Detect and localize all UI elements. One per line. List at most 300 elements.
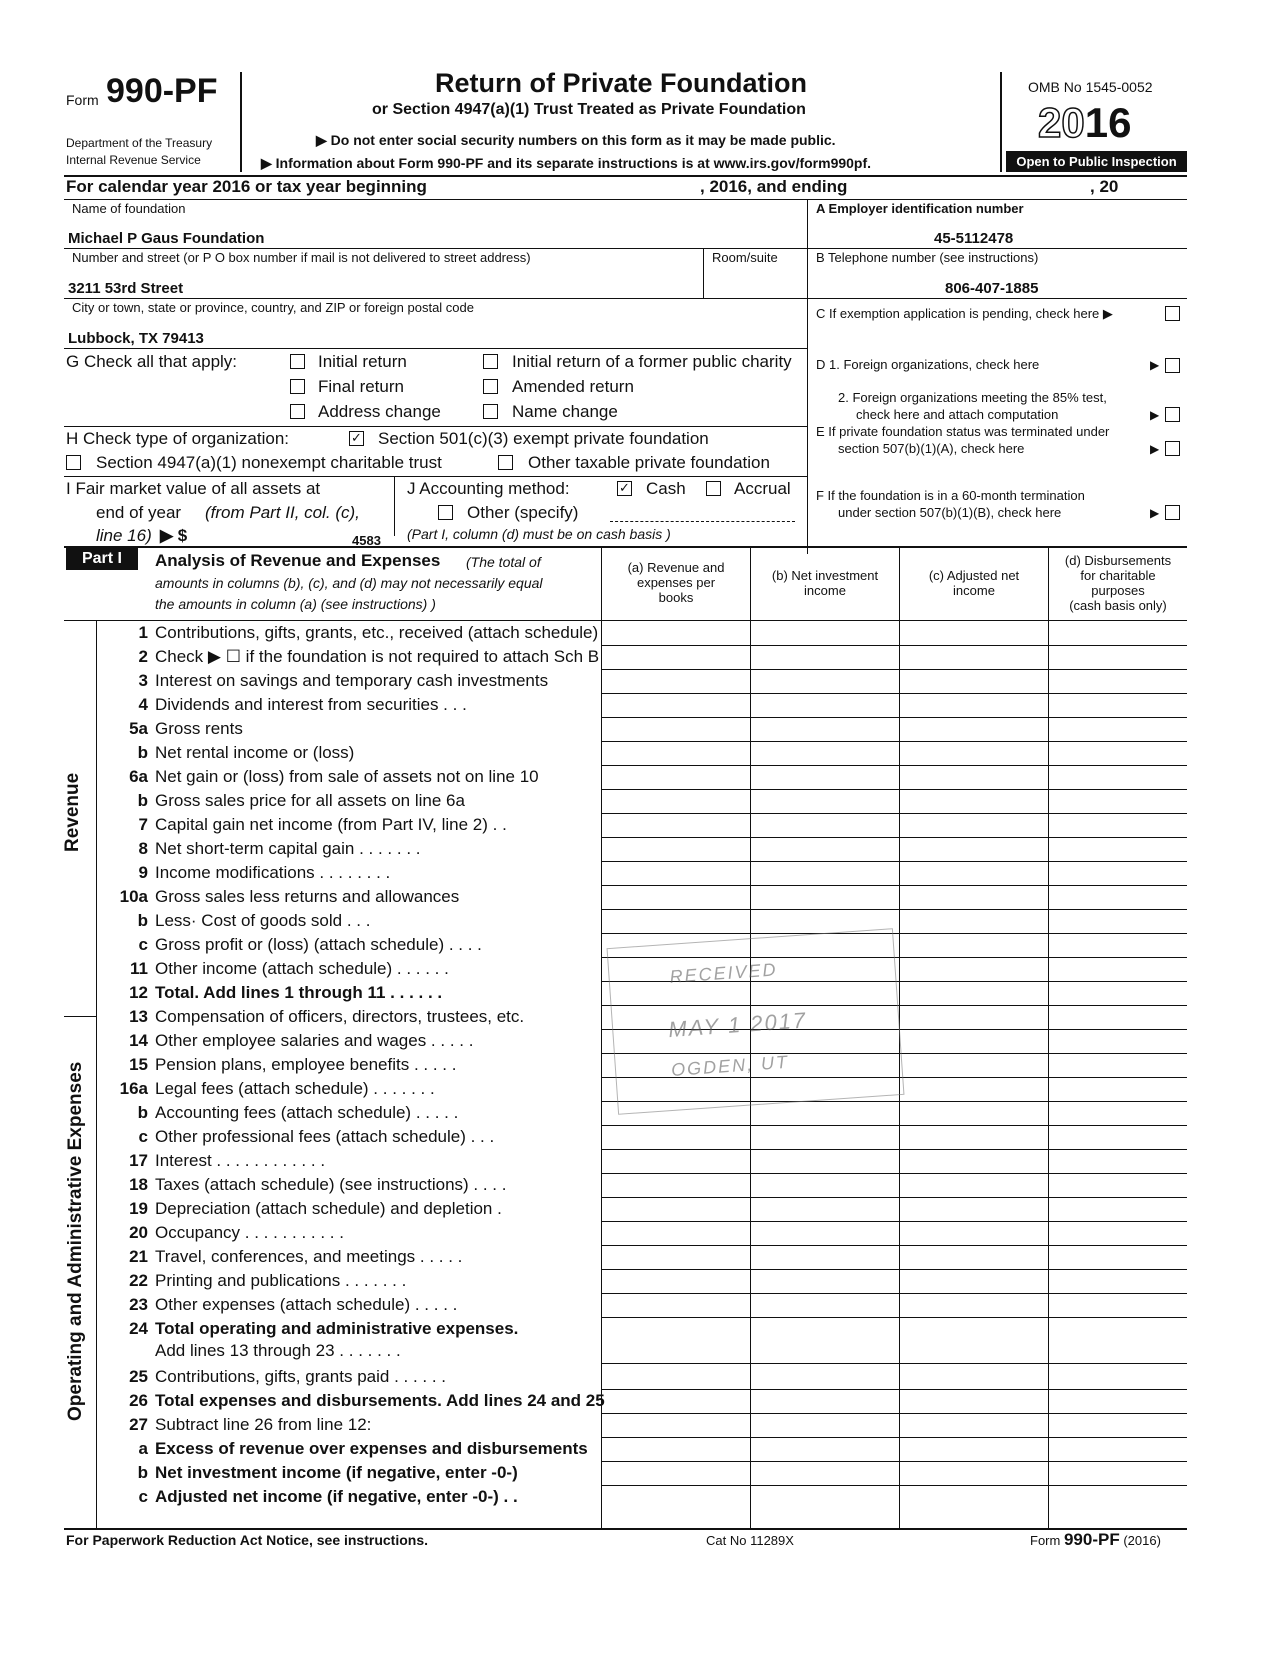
d1-arrow-icon: ▶: [1150, 358, 1160, 372]
e-label-line2: section 507(b)(1)(A), check here: [838, 441, 1025, 456]
line-description: Check ▶ ☐ if the foundation is not required to attach Sch B: [155, 647, 600, 666]
amount-cell-col-b[interactable]: [751, 694, 899, 717]
amount-cell-col-b[interactable]: [751, 766, 899, 789]
amended-return-label: Amended return: [512, 377, 634, 396]
amount-cell-col-a[interactable]: [602, 910, 750, 933]
line-description: Add lines 13 through 23 . . . . . . .: [155, 1341, 401, 1360]
i-label-line3b: ▶ $: [160, 526, 188, 545]
line-number: 8: [138, 839, 148, 858]
amount-cell-col-d[interactable]: [1049, 838, 1187, 861]
amount-cell-col-a[interactable]: [602, 1126, 750, 1149]
amount-cell-col-d[interactable]: [1049, 1414, 1187, 1437]
line-description: Total. Add lines 1 through 11 . . . . . .: [155, 983, 443, 1002]
amount-cell-col-c[interactable]: [900, 838, 1048, 861]
amount-cell-col-d[interactable]: [1049, 862, 1187, 885]
line-number: 25: [129, 1367, 148, 1386]
amount-cell-col-b[interactable]: [751, 1486, 899, 1509]
amount-cell-col-b[interactable]: [751, 1366, 899, 1389]
amount-cell-col-c[interactable]: [900, 1102, 1048, 1125]
line-item: [0, 1340, 1264, 1364]
line-item: [0, 1462, 1264, 1486]
initial-former-checkbox[interactable]: [483, 354, 498, 369]
i-label-line2b: (from Part II, col. (c),: [205, 503, 360, 522]
amount-cell-col-c[interactable]: [900, 910, 1048, 933]
amount-cell-col-b[interactable]: [751, 1222, 899, 1245]
tax-year: [1038, 99, 1131, 147]
d2-label-line2: check here and attach computation: [856, 407, 1059, 422]
phone-label: B Telephone number (see instructions): [816, 250, 1039, 265]
amount-cell-col-c[interactable]: [900, 670, 1048, 693]
calendar-year-label: For calendar year 2016 or tax year beginning: [66, 177, 427, 196]
g-check-label: G Check all that apply:: [66, 352, 238, 371]
part1-desc3: the amounts in column (a) (see instructions) ): [155, 596, 436, 612]
amount-cell-col-a[interactable]: [602, 1174, 750, 1197]
initial-return-checkbox[interactable]: [290, 354, 305, 369]
amount-cell-col-a[interactable]: [602, 1198, 750, 1221]
line-number: b: [137, 791, 148, 810]
amount-cell-col-a[interactable]: [602, 1438, 750, 1461]
amount-cell-col-a[interactable]: [602, 742, 750, 765]
line-number: b: [137, 1463, 148, 1482]
foundation-name-label: Name of foundation: [72, 201, 186, 216]
amount-cell-col-c[interactable]: [900, 1030, 1048, 1053]
line-number: c: [138, 935, 148, 954]
amount-cell-col-d[interactable]: [1049, 1438, 1187, 1461]
line-item: [0, 1198, 1264, 1222]
col-b-header-line1: (b) Net investment: [771, 568, 879, 583]
amount-cell-col-c[interactable]: [900, 1150, 1048, 1173]
amount-cell-col-b[interactable]: [751, 1390, 899, 1413]
line-description: Occupancy . . . . . . . . . . .: [155, 1223, 344, 1242]
amount-cell-col-b[interactable]: [751, 1102, 899, 1125]
line-description: Taxes (attach schedule) (see instructions) . . . .: [155, 1175, 507, 1194]
line-description: Contributions, gifts, grants paid . . . . . .: [155, 1367, 447, 1386]
fair-market-value: 4583: [352, 533, 381, 548]
amount-cell-col-b[interactable]: [751, 790, 899, 813]
amount-cell-col-d[interactable]: [1049, 1340, 1187, 1363]
received-stamp: [607, 928, 905, 1115]
line-description: Total expenses and disbursements. Add lines 24 and 25: [155, 1391, 605, 1410]
side-label-expenses-text: Operating and Administrative Expenses: [65, 1061, 86, 1421]
line-number: 12: [129, 983, 148, 1002]
amended-return-checkbox[interactable]: [483, 379, 498, 394]
amount-cell-col-d[interactable]: [1049, 934, 1187, 957]
line-item: [0, 814, 1264, 838]
line-number: 16a: [119, 1079, 148, 1098]
amount-cell-col-b[interactable]: [751, 1174, 899, 1197]
amount-cell-col-d[interactable]: [1049, 1126, 1187, 1149]
amount-cell-col-a[interactable]: [602, 1150, 750, 1173]
line-number: b: [137, 743, 148, 762]
address-change-label: Address change: [318, 402, 441, 421]
footer-form-year: (2016): [1123, 1533, 1161, 1548]
amount-cell-col-d[interactable]: [1049, 1198, 1187, 1221]
line-description: Other income (attach schedule) . . . . . .: [155, 959, 449, 978]
amount-cell-col-b[interactable]: [751, 814, 899, 837]
e-arrow-icon: ▶: [1150, 442, 1160, 456]
name-change-checkbox[interactable]: [483, 404, 498, 419]
amount-cell-col-b[interactable]: [751, 718, 899, 741]
amount-cell-col-c[interactable]: [900, 1294, 1048, 1317]
d2-checkbox[interactable]: [1165, 407, 1180, 422]
amount-cell-col-c[interactable]: [900, 934, 1048, 957]
amount-cell-col-a[interactable]: [602, 670, 750, 693]
other-taxable-checkbox[interactable]: [498, 455, 513, 470]
amount-cell-col-d[interactable]: [1049, 1006, 1187, 1029]
amount-cell-col-a[interactable]: [602, 814, 750, 837]
line-description: Excess of revenue over expenses and disbursements: [155, 1439, 588, 1458]
d1-label: D 1. Foreign organizations, check here: [816, 357, 1040, 372]
line-number: 1: [138, 623, 148, 642]
stamp-text-line3: OGDEN, UT: [670, 1051, 790, 1080]
line-item: [0, 862, 1264, 886]
amount-cell-col-d[interactable]: [1049, 1462, 1187, 1485]
line-item: [0, 1390, 1264, 1414]
line-item: [0, 1222, 1264, 1246]
amount-cell-col-a[interactable]: [602, 766, 750, 789]
col-d-header-line1: (d) Disbursements: [1064, 553, 1172, 568]
col-d-header-line3: purposes: [1091, 583, 1145, 598]
line-item: [0, 766, 1264, 790]
exemption-pending-label: C If exemption application is pending, check here ▶: [816, 306, 1113, 321]
amount-cell-col-d[interactable]: [1049, 1270, 1187, 1293]
open-public-label: Open to Public Inspection: [1016, 154, 1177, 169]
amount-cell-col-a[interactable]: [602, 1270, 750, 1293]
amount-cell-col-d[interactable]: [1049, 718, 1187, 741]
part1-desc2: amounts in columns (b), (c), and (d) may not necessarily equal: [155, 575, 543, 591]
line-number: 17: [129, 1151, 148, 1170]
amount-cell-col-d[interactable]: [1049, 742, 1187, 765]
f-arrow-icon: ▶: [1150, 506, 1160, 520]
c3-check-mark-icon: ✓: [351, 430, 362, 445]
amount-cell-col-d[interactable]: [1049, 694, 1187, 717]
line-description: Adjusted net income (if negative, enter -0-) . .: [155, 1487, 518, 1506]
other-method-label: Other (specify): [467, 503, 579, 522]
line-number: c: [138, 1127, 148, 1146]
line-number: 23: [129, 1295, 148, 1314]
line-number: 11: [130, 959, 148, 978]
part1-desc1: (The total of: [466, 554, 541, 570]
amount-cell-col-a[interactable]: [602, 1294, 750, 1317]
line-number: 5a: [129, 719, 148, 738]
initial-former-label: Initial return of a former public charity: [512, 352, 792, 371]
s4947-checkbox[interactable]: [66, 455, 81, 470]
amount-cell-col-b[interactable]: [751, 838, 899, 861]
cash-checkbox[interactable]: [617, 481, 632, 496]
stamp-text-line2: MAY 1 2017: [667, 1007, 808, 1043]
amount-cell-col-b[interactable]: [751, 1318, 899, 1341]
line-description: Accounting fees (attach schedule) . . . . .: [155, 1103, 459, 1122]
amount-cell-col-d[interactable]: [1049, 1390, 1187, 1413]
calendar-year-end: , 20: [1090, 177, 1119, 196]
line-item: [0, 1318, 1264, 1342]
form-subtitle: or Section 4947(a)(1) Trust Treated as Private Foundation: [372, 101, 806, 118]
line-description: Legal fees (attach schedule) . . . . . . .: [155, 1079, 435, 1098]
amount-cell-col-c[interactable]: [900, 1438, 1048, 1461]
amount-cell-col-d[interactable]: [1049, 1054, 1187, 1077]
amount-cell-col-d[interactable]: [1049, 622, 1187, 645]
line-description: Interest on savings and temporary cash investments: [155, 671, 549, 690]
amount-cell-col-a[interactable]: [602, 694, 750, 717]
line-item: [0, 1246, 1264, 1270]
phone-value: 806-407-1885: [945, 280, 1039, 297]
cash-check-mark-icon: ✓: [619, 480, 630, 495]
j-label: J Accounting method:: [407, 479, 570, 498]
footer-form-number: 990-PF: [1063, 1530, 1120, 1549]
amount-cell-col-b[interactable]: [751, 1462, 899, 1485]
amount-cell-col-a[interactable]: [602, 1366, 750, 1389]
line-item: [0, 1366, 1264, 1390]
e-checkbox[interactable]: [1165, 441, 1180, 456]
amount-cell-col-c[interactable]: [900, 1054, 1048, 1077]
line-description: Dividends and interest from securities . . .: [155, 695, 467, 714]
line-item: [0, 1486, 1264, 1510]
amount-cell-col-c[interactable]: [900, 982, 1048, 1005]
amount-cell-col-a[interactable]: [602, 646, 750, 669]
room-suite-label: Room/suite: [712, 250, 778, 265]
amount-cell-col-d[interactable]: [1049, 646, 1187, 669]
j-note: (Part I, column (d) must be on cash basis ): [407, 526, 671, 542]
amount-cell-col-d[interactable]: [1049, 670, 1187, 693]
line-description: Subtract line 26 from line 12:: [155, 1415, 372, 1434]
address-change-checkbox[interactable]: [290, 404, 305, 419]
amount-cell-col-b[interactable]: [751, 1150, 899, 1173]
calendar-year-mid: , 2016, and ending: [700, 177, 848, 196]
amount-cell-col-c[interactable]: [900, 1390, 1048, 1413]
line-description: Other expenses (attach schedule) . . . . .: [155, 1295, 458, 1314]
line-item: [0, 1126, 1264, 1150]
amount-cell-col-b[interactable]: [751, 1126, 899, 1149]
amount-cell-col-c[interactable]: [900, 1222, 1048, 1245]
amount-cell-col-b[interactable]: [751, 1270, 899, 1293]
line-description: Total operating and administrative expenses.: [155, 1319, 519, 1338]
amount-cell-col-b[interactable]: [751, 1438, 899, 1461]
col-a-header-line1: (a) Revenue and: [627, 560, 725, 575]
line-item: [0, 1174, 1264, 1198]
footer-cat-number: Cat No 11289X: [706, 1533, 794, 1548]
col-d-header-line2: for charitable: [1080, 568, 1156, 583]
amount-cell-col-c[interactable]: [900, 694, 1048, 717]
line-item: [0, 718, 1264, 742]
amount-cell-col-a[interactable]: [602, 1414, 750, 1437]
amount-cell-col-b[interactable]: [751, 622, 899, 645]
amount-cell-col-c[interactable]: [900, 1366, 1048, 1389]
line-number: 21: [129, 1247, 148, 1266]
line-description: Gross sales less returns and allowances: [155, 887, 460, 906]
amount-cell-col-b[interactable]: [751, 742, 899, 765]
amount-cell-col-c[interactable]: [900, 1340, 1048, 1363]
amount-cell-col-d[interactable]: [1049, 766, 1187, 789]
info-notice: ▶ Information about Form 990-PF and its separate instructions is at www.irs.gov/form990pf.: [261, 155, 872, 171]
exemption-pending-checkbox[interactable]: [1165, 306, 1180, 321]
amount-cell-col-a[interactable]: [602, 1222, 750, 1245]
line-number: 24: [129, 1319, 148, 1338]
amount-cell-col-b[interactable]: [751, 1246, 899, 1269]
amount-cell-col-a[interactable]: [602, 886, 750, 909]
street-label: Number and street (or P O box number if mail is not delivered to street address): [72, 250, 531, 265]
line-description: Less· Cost of goods sold . . .: [155, 911, 371, 930]
amount-cell-col-d[interactable]: [1049, 1318, 1187, 1341]
amount-cell-col-a[interactable]: [602, 1246, 750, 1269]
line-description: Gross rents: [155, 719, 243, 738]
col-c-header-line2: income: [953, 583, 995, 598]
i-label-line3a: line 16): [96, 526, 152, 545]
amount-cell-col-d[interactable]: [1049, 1366, 1187, 1389]
form-word: Form: [66, 92, 99, 108]
accrual-label: Accrual: [734, 479, 791, 498]
line-number: 4: [138, 695, 148, 714]
amount-cell-col-c[interactable]: [900, 1198, 1048, 1221]
amount-cell-col-a[interactable]: [602, 718, 750, 741]
cash-label: Cash: [646, 479, 686, 498]
accrual-checkbox[interactable]: [706, 481, 721, 496]
amount-cell-col-a[interactable]: [602, 1462, 750, 1485]
line-item: [0, 1414, 1264, 1438]
amount-cell-col-d[interactable]: [1049, 1102, 1187, 1125]
amount-cell-col-d[interactable]: [1049, 958, 1187, 981]
e-label-line1: E If private foundation status was terminated under: [816, 424, 1110, 439]
line-description: Compensation of officers, directors, trustees, etc.: [155, 1007, 525, 1026]
final-return-checkbox[interactable]: [290, 379, 305, 394]
line-description: Pension plans, employee benefits . . . . .: [155, 1055, 457, 1074]
amount-cell-col-c[interactable]: [900, 1414, 1048, 1437]
i-label-line1: I Fair market value of all assets at: [66, 479, 321, 498]
line-number: 10a: [119, 887, 148, 906]
amount-cell-col-d[interactable]: [1049, 1150, 1187, 1173]
footer-form-id: [1030, 1530, 1161, 1550]
line-description: Gross sales price for all assets on line 6a: [155, 791, 465, 810]
line-number: 13: [129, 1007, 148, 1026]
line-number: b: [137, 1103, 148, 1122]
tax-year-outline: 20: [1038, 99, 1085, 146]
amount-cell-col-c[interactable]: [900, 1462, 1048, 1485]
amount-cell-col-d[interactable]: [1049, 814, 1187, 837]
amount-cell-col-c[interactable]: [900, 1006, 1048, 1029]
d1-checkbox[interactable]: [1165, 358, 1180, 373]
amount-cell-col-c[interactable]: [900, 742, 1048, 765]
amount-cell-col-d[interactable]: [1049, 982, 1187, 1005]
amount-cell-col-c[interactable]: [900, 646, 1048, 669]
line-number: 2: [138, 647, 148, 666]
amount-cell-col-d[interactable]: [1049, 1174, 1187, 1197]
amount-cell-col-c[interactable]: [900, 1270, 1048, 1293]
other-taxable-label: Other taxable private foundation: [528, 453, 770, 472]
amount-cell-col-a[interactable]: [602, 838, 750, 861]
line-item: [0, 838, 1264, 862]
line-item: [0, 1294, 1264, 1318]
amount-cell-col-a[interactable]: [602, 790, 750, 813]
amount-cell-col-a[interactable]: [602, 1486, 750, 1509]
amount-cell-col-d[interactable]: [1049, 1486, 1187, 1509]
line-item: [0, 646, 1264, 670]
line-number: 3: [138, 671, 148, 690]
line-number: a: [138, 1439, 148, 1458]
c3-checkbox[interactable]: [349, 431, 364, 446]
line-description: Gross profit or (loss) (attach schedule) . . . .: [155, 935, 482, 954]
amount-cell-col-c[interactable]: [900, 790, 1048, 813]
amount-cell-col-b[interactable]: [751, 1340, 899, 1363]
amount-cell-col-b[interactable]: [751, 1294, 899, 1317]
amount-cell-col-c[interactable]: [900, 1246, 1048, 1269]
foundation-name: Michael P Gaus Foundation: [68, 230, 265, 247]
amount-cell-col-c[interactable]: [900, 1174, 1048, 1197]
other-method-checkbox[interactable]: [438, 505, 453, 520]
line-item: [0, 694, 1264, 718]
d2-arrow-icon: ▶: [1150, 408, 1160, 422]
amount-cell-col-c[interactable]: [900, 622, 1048, 645]
amount-cell-col-d[interactable]: [1049, 886, 1187, 909]
line-item: [0, 910, 1264, 934]
amount-cell-col-a[interactable]: [602, 1390, 750, 1413]
amount-cell-col-b[interactable]: [751, 1414, 899, 1437]
amount-cell-col-c[interactable]: [900, 1486, 1048, 1509]
omb-number: OMB No 1545-0052: [1028, 79, 1153, 95]
other-method-field[interactable]: [610, 521, 795, 522]
line-description: Interest . . . . . . . . . . . .: [155, 1151, 326, 1170]
col-b-header: [751, 568, 899, 598]
line-description: Travel, conferences, and meetings . . . . .: [155, 1247, 463, 1266]
ssn-notice: ▶ Do not enter social security numbers on this form as it may be made public.: [316, 132, 836, 148]
part1-tag-label: Part I: [81, 550, 122, 567]
amount-cell-col-c[interactable]: [900, 958, 1048, 981]
line-number: 20: [129, 1223, 148, 1242]
col-d-header: [1049, 553, 1187, 613]
amount-cell-col-c[interactable]: [900, 1078, 1048, 1101]
amount-cell-col-b[interactable]: [751, 646, 899, 669]
amount-cell-col-c[interactable]: [900, 718, 1048, 741]
amount-cell-col-a[interactable]: [602, 622, 750, 645]
amount-cell-col-b[interactable]: [751, 670, 899, 693]
amount-cell-col-d[interactable]: [1049, 1222, 1187, 1245]
amount-cell-col-c[interactable]: [900, 814, 1048, 837]
amount-cell-col-a[interactable]: [602, 1340, 750, 1363]
amount-cell-col-b[interactable]: [751, 1198, 899, 1221]
amount-cell-col-d[interactable]: [1049, 790, 1187, 813]
amount-cell-col-c[interactable]: [900, 1126, 1048, 1149]
f-label-line1: F If the foundation is in a 60-month termination: [816, 488, 1085, 503]
line-number: 7: [138, 815, 148, 834]
amount-cell-col-c[interactable]: [900, 1318, 1048, 1341]
c3-label: Section 501(c)(3) exempt private foundation: [378, 429, 709, 448]
amount-cell-col-a[interactable]: [602, 1318, 750, 1341]
amount-cell-col-d[interactable]: [1049, 1078, 1187, 1101]
d2-label-line1: 2. Foreign organizations meeting the 85% test,: [838, 390, 1107, 405]
side-label-revenue-text: Revenue: [62, 772, 83, 852]
h-check-label: H Check type of organization:: [66, 429, 290, 448]
f-checkbox[interactable]: [1165, 505, 1180, 520]
line-description: Other professional fees (attach schedule) . . .: [155, 1127, 495, 1146]
amount-cell-col-d[interactable]: [1049, 1294, 1187, 1317]
initial-return-label: Initial return: [318, 352, 407, 371]
line-number: c: [138, 1487, 148, 1506]
line-description: Net rental income or (loss): [155, 743, 355, 762]
form-number: 990-PF: [106, 72, 218, 110]
line-number: 15: [129, 1055, 148, 1074]
amount-cell-col-c[interactable]: [900, 766, 1048, 789]
amount-cell-col-a[interactable]: [602, 862, 750, 885]
f-label-line2: under section 507(b)(1)(B), check here: [838, 505, 1062, 520]
amount-cell-col-c[interactable]: [900, 862, 1048, 885]
amount-cell-col-d[interactable]: [1049, 910, 1187, 933]
amount-cell-col-d[interactable]: [1049, 1246, 1187, 1269]
amount-cell-col-d[interactable]: [1049, 1030, 1187, 1053]
amount-cell-col-b[interactable]: [751, 862, 899, 885]
stamp-text-line1: RECEIVED: [668, 959, 779, 987]
footer-form-word: Form: [1030, 1533, 1061, 1548]
line-description: Depreciation (attach schedule) and depletion .: [155, 1199, 502, 1218]
amount-cell-col-c[interactable]: [900, 886, 1048, 909]
amount-cell-col-b[interactable]: [751, 886, 899, 909]
